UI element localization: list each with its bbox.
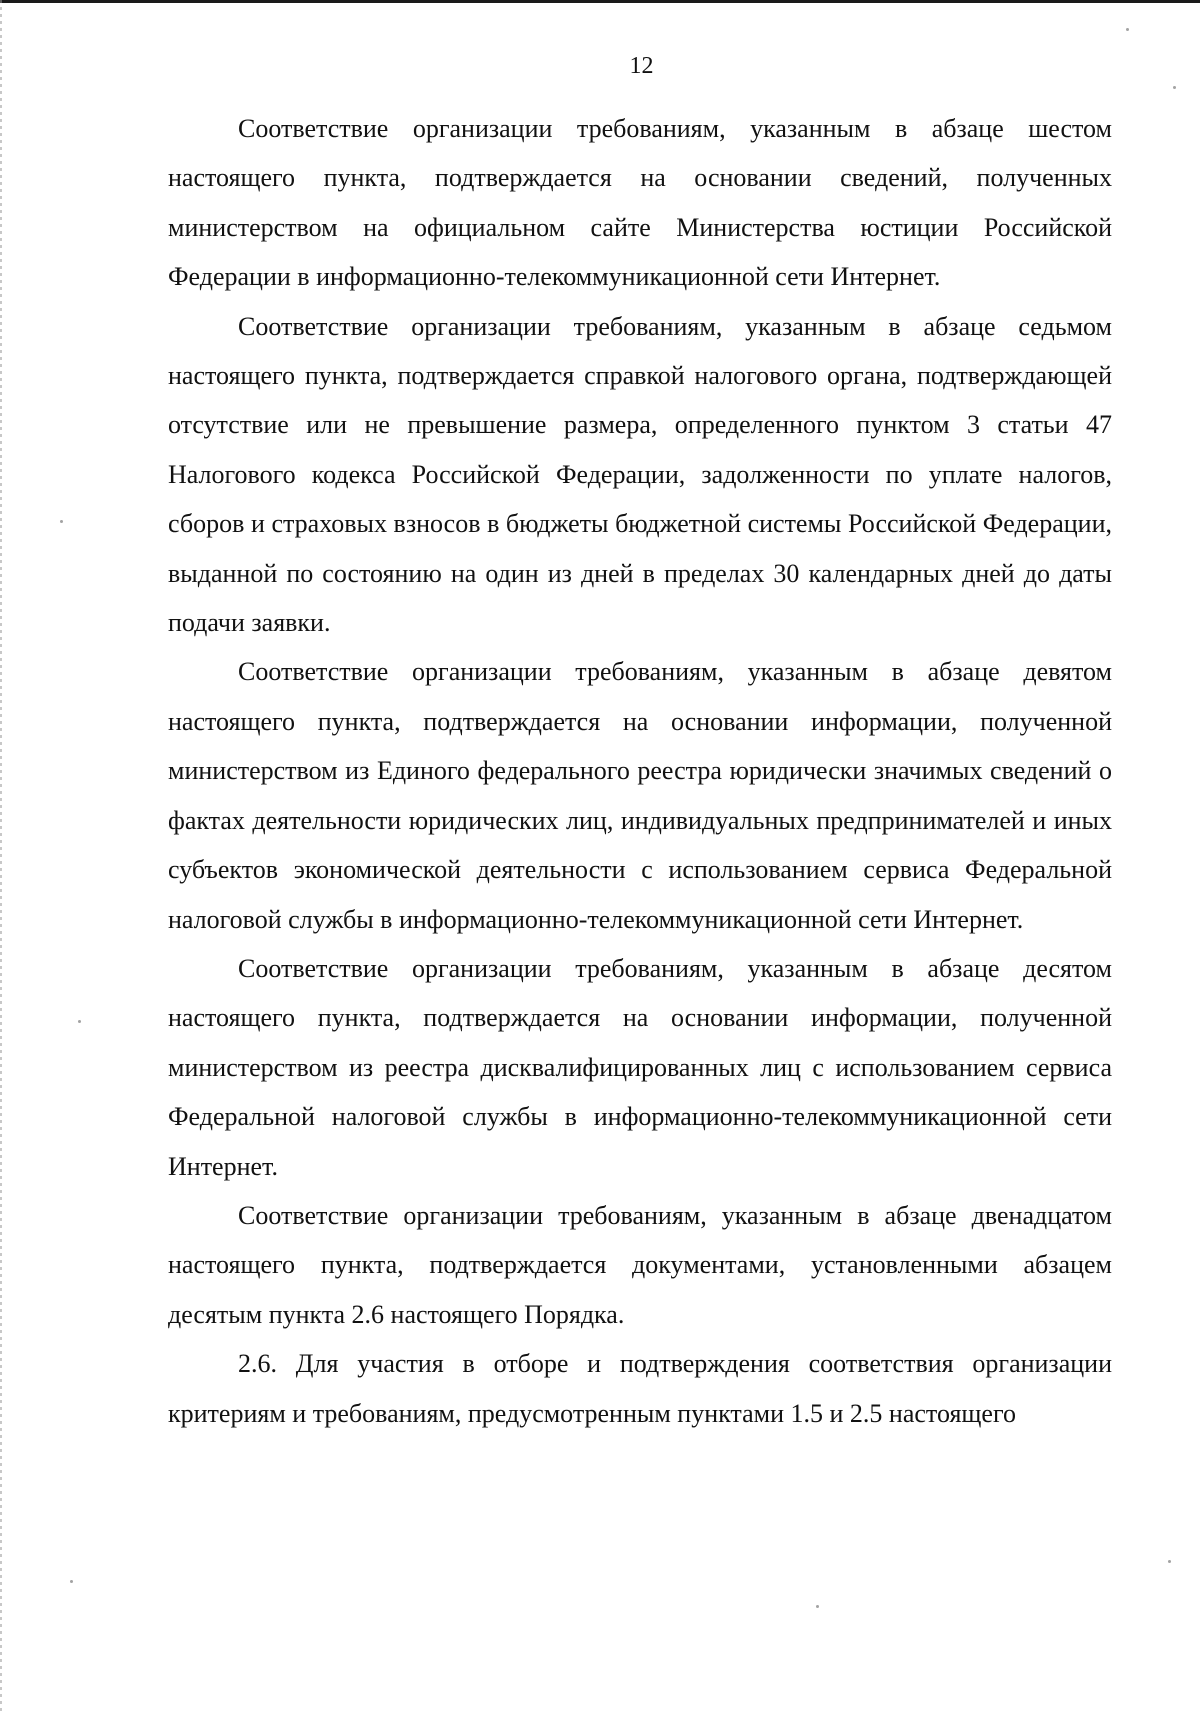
paragraph-6: 2.6. Для участия в отборе и подтверждения соответствия организации критериям и требованиям, предусмотренным пунктами 1.5 и 2.5 настоящего xyxy=(168,1349,1112,1428)
paragraph-3: Соответствие организации требованиям, указанным в абзаце девятом настоящего пункта, подтверждается на основании информации, полученной министерством из Единого федерального реестра юридически значимых сведений о фактах деятельности юридических лиц, индивидуальных предпринимателей и иных субъектов экономической деятельности с использованием сервиса Федеральной налоговой службы в информационно-телекоммуникационной сети Интернет. xyxy=(168,657,1112,934)
scan-speck xyxy=(1173,86,1176,89)
scan-speck xyxy=(70,1580,73,1583)
page-number: 12 xyxy=(629,53,654,79)
scan-speck xyxy=(78,1020,81,1023)
document-body xyxy=(168,104,1112,1438)
paragraph-2: Соответствие организации требованиям, указанным в абзаце седьмом настоящего пункта, подтверждается справкой налогового органа, подтверждающей отсутствие или не превышение размера, определенного пунктом 3 статьи 47 Налогового кодекса Российской Федерации, задолженности по уплате налогов, сборов и страховых взносов в бюджеты бюджетной системы Российской Федерации, выданной по состоянию на один из дней в пределах 30 календарных дней до даты подачи заявки. xyxy=(168,311,1112,638)
scan-speck xyxy=(1168,1560,1171,1563)
paragraph-5: Соответствие организации требованиям, указанным в абзаце двенадцатом настоящего пункта, подтверждается документами, установленными абзацем десятым пункта 2.6 настоящего Порядка. xyxy=(168,1200,1112,1329)
paragraph-4: Соответствие организации требованиям, указанным в абзаце десятом настоящего пункта, подтверждается на основании информации, полученной министерством из реестра дисквалифицированных лиц с использованием сервиса Федеральной налоговой службы в информационно-телекоммуникационной сети Интернет. xyxy=(168,953,1112,1181)
scan-speck xyxy=(816,1605,819,1608)
scan-speck xyxy=(60,520,63,523)
top-border-line xyxy=(0,0,1200,3)
scan-edge-marks xyxy=(0,0,2,1715)
scan-speck xyxy=(1126,28,1129,31)
paragraph-1: Соответствие организации требованиям, указанным в абзаце шестом настоящего пункта, подтверждается на основании сведений, полученных министерством на официальном сайте Министерства юстиции Российской Федерации в информационно-телекоммуникационной сети Интернет. xyxy=(168,114,1112,292)
